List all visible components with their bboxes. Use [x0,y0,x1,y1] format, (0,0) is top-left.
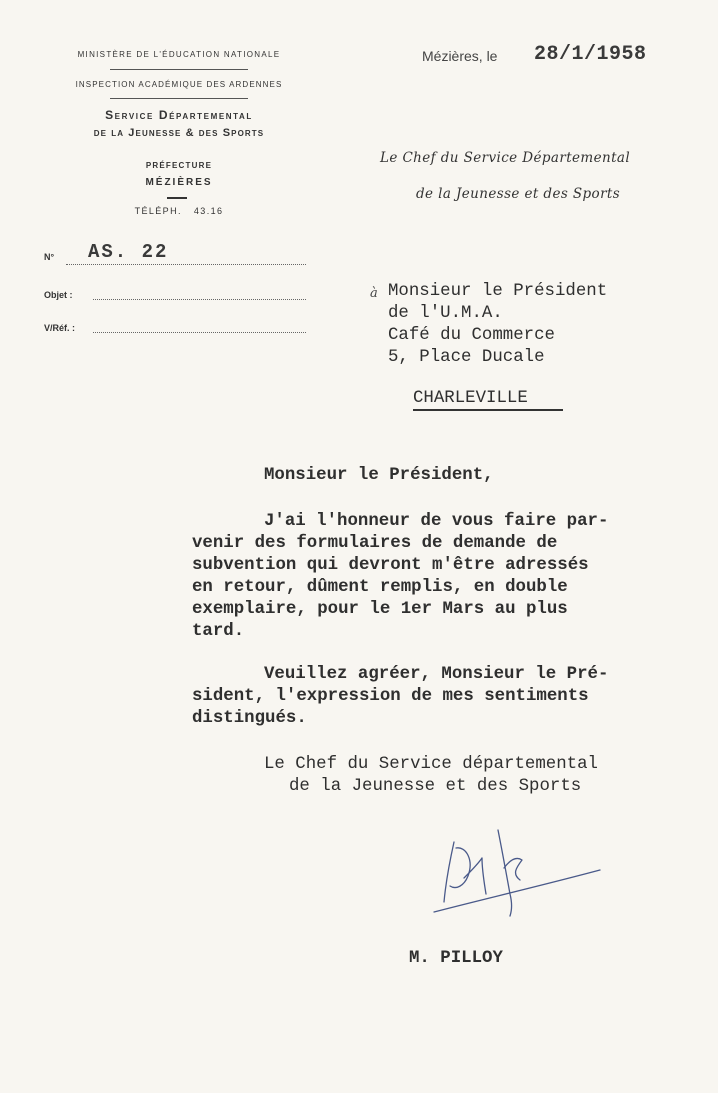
service-line-2: de la Jeunesse & des Sports [93,127,265,139]
date-value: 28/1/1958 [534,43,647,66]
letterhead-rule [110,98,248,99]
recipient-city-underline [413,409,563,411]
number-value: AS. 22 [88,241,169,263]
paragraph-2-line: distingués. [192,709,307,728]
recipient-line: Café du Commerce [388,326,555,345]
closing-line: Le Chef du Service départemental [264,755,598,774]
paragraph-1-line: exemplaire, pour le 1er Mars au plus [192,600,568,619]
phone-label: TÉLÉPH. [134,206,182,216]
phone-number: 43.16 [193,206,224,216]
ministry-line: MINISTÈRE DE L'ÉDUCATION NATIONALE [77,50,281,59]
recipient-city: CHARLEVILLE [413,389,528,408]
date-label: Mézières, le [422,48,498,64]
paragraph-1-line: subvention qui devront m'être adressés [192,556,589,575]
closing-line: de la Jeunesse et des Sports [289,777,582,796]
city-label: MÉZIÈRES [145,177,213,188]
object-dotted-line [93,299,306,300]
letterhead-dash [167,197,187,199]
paragraph-1-line: en retour, dûment remplis, en double [192,578,568,597]
recipient-line: de l'U.M.A. [388,304,503,323]
handwritten-signature [420,820,610,920]
object-label: Objet : [44,290,73,300]
sender-script-line-1: Le Chef du Service Départemental [380,150,631,166]
salutation: Monsieur le Président, [264,466,494,485]
signatory-name: M. PILLOY [409,949,503,968]
number-label: N° [44,252,55,262]
phone-line [44,206,314,216]
paragraph-2-line: sident, l'expression de mes sentiments [192,687,589,706]
inspection-line: INSPECTION ACADÉMIQUE DES ARDENNES [75,80,283,89]
ref-dotted-line [93,332,306,333]
letterhead-rule [110,69,248,70]
service-line-1: Service Départemental [105,108,253,122]
recipient-line: Monsieur le Président [388,282,608,301]
paragraph-1-line: venir des formulaires de demande de [192,534,558,553]
prefecture-label: PRÉFECTURE [145,161,213,170]
ref-label: V/Réf. : [44,323,76,333]
recipient-line: 5, Place Ducale [388,348,545,367]
paragraph-1-line: tard. [192,622,245,641]
number-dotted-line [66,264,306,265]
sender-script-line-2: de la Jeunesse et des Sports [416,186,621,202]
recipient-prefix: à [370,286,378,301]
paragraph-2-line: Veuillez agréer, Monsieur le Pré- [264,665,609,684]
paragraph-1-line: J'ai l'honneur de vous faire par- [264,512,609,531]
